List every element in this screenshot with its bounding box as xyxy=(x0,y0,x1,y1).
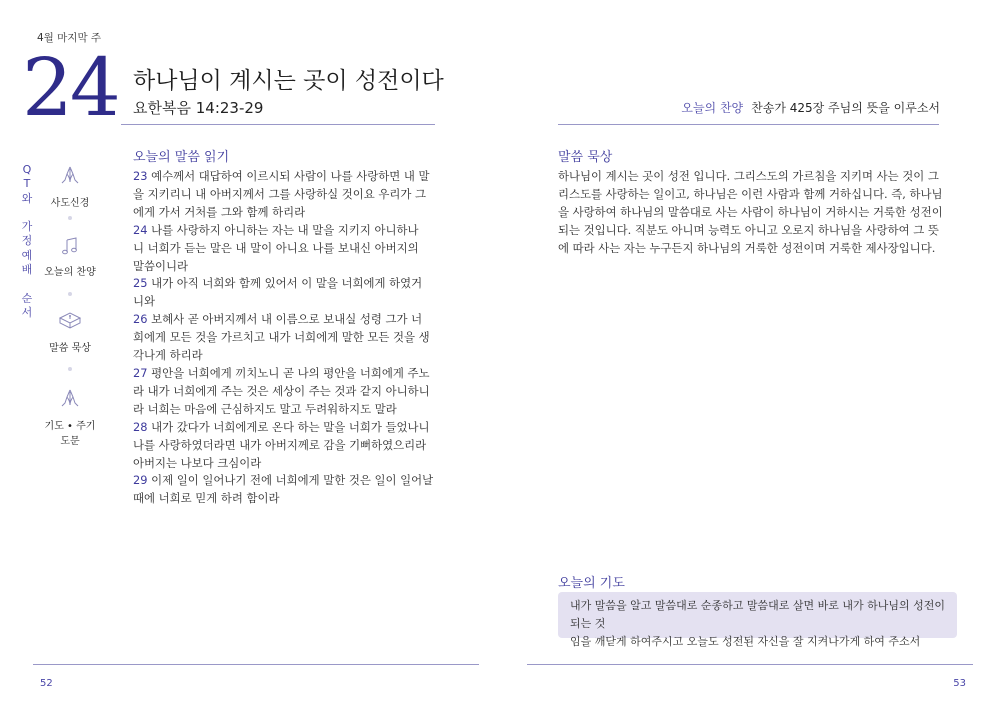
verse-number: 23 xyxy=(133,169,148,183)
verse-line xyxy=(133,204,435,222)
verse-line xyxy=(133,329,435,347)
verse-text: 아버지는 나보다 크심이라 xyxy=(133,455,262,470)
verse-text: 예수께서 대답하여 이르시되 사람이 나를 사랑하면 내 말 xyxy=(151,169,430,183)
verse-text: 을 지키리니 내 아버지께서 그를 사랑하실 것이요 우리가 그 xyxy=(133,186,427,201)
header-rule-left xyxy=(121,124,435,125)
verse-number: 27 xyxy=(133,365,148,380)
vertical-char: Q xyxy=(22,163,32,176)
page-number-left: 52 xyxy=(40,678,53,689)
vertical-char: 와 xyxy=(21,191,33,205)
verse-text: 라 내가 너희에게 주는 것은 세상이 주는 것과 같지 아니하니 xyxy=(133,383,430,398)
day-number: 24 xyxy=(22,41,118,134)
verse-line xyxy=(133,222,435,240)
verse-text: 니 너희가 듣는 말은 내 말이 아니요 나를 보내신 아버지의 xyxy=(133,240,419,255)
meditation-line: 에 따라 사는 자는 누구든지 하나님의 거룩한 성전이며 거룩한 제사장입니다. xyxy=(558,240,936,255)
verse-line xyxy=(133,240,435,258)
vertical-char: T xyxy=(23,177,31,191)
verse-list xyxy=(133,168,435,508)
sidebar-item-meditation[interactable] xyxy=(40,310,100,354)
sidebar-item-todays-hymn[interactable] xyxy=(40,236,100,278)
verse-text: 이제 일이 일어나기 전에 너희에게 말한 것은 일이 일어날 xyxy=(151,473,434,488)
verse-line xyxy=(133,401,435,419)
prayer-heading: 오늘의 기도 xyxy=(558,576,625,591)
verse-line xyxy=(133,258,435,276)
sidebar-vertical-title xyxy=(20,163,34,320)
meditation-line: 리스도를 사랑하는 일이고, 하나님은 이런 사람과 함께 거하십니다. 즉, 하나님 xyxy=(558,186,943,201)
praying-hands-icon xyxy=(40,165,100,190)
verse-text: 보혜사 곧 아버지께서 내 이름으로 보내실 성령 그가 너 xyxy=(151,312,423,327)
verse-line xyxy=(133,275,435,293)
verse-text: 때에 너희로 믿게 하려 함이라 xyxy=(133,491,280,506)
verse-line xyxy=(133,490,435,508)
scripture-reference: 요한복음 14:23-29 xyxy=(133,99,264,117)
sidebar-item-label: 오늘의 찬양 xyxy=(44,267,96,278)
music-note-icon xyxy=(40,236,100,259)
vertical-char: 정 xyxy=(21,234,33,248)
verse-line xyxy=(133,365,435,383)
prayer-line: 임을 깨닫게 하여주시고 오늘도 성전된 자신을 잘 지켜나가게 하여 주소서 xyxy=(570,635,921,648)
verse-number: 25 xyxy=(133,276,148,291)
verse-line xyxy=(133,168,435,186)
verse-line xyxy=(133,437,435,455)
verse-text: 니와 xyxy=(133,294,156,309)
footer-rule-left xyxy=(33,664,479,665)
meditation-text xyxy=(558,168,956,258)
vertical-char: 서 xyxy=(21,305,33,319)
vertical-char: 순 xyxy=(21,291,33,305)
verse-text: 말씀이니라 xyxy=(133,258,189,273)
verse-text: 내가 아직 너희와 함께 있어서 이 말을 너희에게 하였거 xyxy=(151,276,423,291)
header-rule-right xyxy=(558,124,939,125)
verse-number: 26 xyxy=(133,312,148,327)
sidebar-item-label: 말씀 묵상 xyxy=(49,343,91,354)
verse-text: 희에게 모든 것을 가르치고 내가 너희에게 말한 모든 것을 생 xyxy=(133,330,430,345)
verse-line xyxy=(133,472,435,490)
sidebar-divider-dot xyxy=(68,292,72,296)
sidebar-item-label: 사도신경 xyxy=(50,198,90,209)
vertical-char: 예 xyxy=(21,248,33,262)
footer-rule-right xyxy=(527,664,973,665)
meditation-heading: 말씀 묵상 xyxy=(558,150,613,165)
verse-text: 라 너희는 마음에 근심하지도 말고 두려워하지도 말라 xyxy=(133,401,397,416)
prayer-line: 내가 말씀을 알고 말씀대로 순종하고 말씀대로 살면 바로 내가 하나님의 성전이 되는 것 xyxy=(570,599,945,630)
verse-text: 평안을 너희에게 끼치노니 곧 나의 평안을 너희에게 주노 xyxy=(151,365,430,380)
page-title: 하나님이 계시는 곳이 성전이다 xyxy=(133,68,444,94)
vertical-char xyxy=(20,206,34,220)
verse-line xyxy=(133,455,435,473)
verse-text: 각나게 하리라 xyxy=(133,348,203,363)
verse-line xyxy=(133,311,435,329)
verse-line xyxy=(133,347,435,365)
verse-line xyxy=(133,293,435,311)
verse-line xyxy=(133,186,435,204)
sidebar-item-label: 기도 • 주기도문 xyxy=(44,421,96,447)
sidebar-item-prayer[interactable] xyxy=(40,388,100,447)
hymn-value: 찬송가 425장 주님의 뜻을 이루소서 xyxy=(751,101,940,115)
hymn-label: 오늘의 찬양 xyxy=(681,101,744,115)
meditation-line: 하나님이 계시는 곳이 성전 입니다. 그리스도의 가르침을 지키며 사는 것이 그 xyxy=(558,169,939,183)
verse-number: 29 xyxy=(133,473,148,488)
verse-text: 나를 사랑하였더라면 내가 아버지께로 감을 기뻐하였으리라 xyxy=(133,437,427,452)
todays-hymn xyxy=(681,99,940,116)
verse-number: 24 xyxy=(133,222,148,237)
vertical-char xyxy=(20,277,34,291)
sidebar-divider-dot xyxy=(68,216,72,220)
verse-number: 28 xyxy=(133,419,148,434)
verse-text: 에게 가서 거처를 그와 함께 하리라 xyxy=(133,204,306,219)
verse-text: 나를 사랑하지 아니하는 자는 내 말을 지키지 아니하나 xyxy=(151,222,419,237)
verse-line xyxy=(133,419,435,437)
meditation-line: 되는 것입니다. 직분도 아니며 능력도 아니고 오로지 하나님을 사랑하여 그 뜻 xyxy=(558,222,939,237)
sidebar-divider-dot xyxy=(68,367,72,371)
verse-line xyxy=(133,383,435,401)
verse-text: 내가 갔다가 너희에게로 온다 하는 말을 너희가 들었나니 xyxy=(151,419,430,434)
vertical-char: 가 xyxy=(21,220,33,234)
bible-icon xyxy=(40,310,100,335)
reading-heading: 오늘의 말씀 읽기 xyxy=(133,150,230,165)
prayer-box xyxy=(558,592,957,648)
praying-hands-icon xyxy=(40,388,100,413)
page-number-right: 53 xyxy=(953,678,966,689)
week-label: 4월 마지막 주 xyxy=(37,32,102,44)
meditation-line: 을 사랑하여 하나님의 말씀대로 사는 사람이 하나님이 거하시는 거룩한 성전이 xyxy=(558,204,943,219)
sidebar-item-apostles-creed[interactable] xyxy=(40,165,100,209)
vertical-char: 배 xyxy=(21,263,33,277)
